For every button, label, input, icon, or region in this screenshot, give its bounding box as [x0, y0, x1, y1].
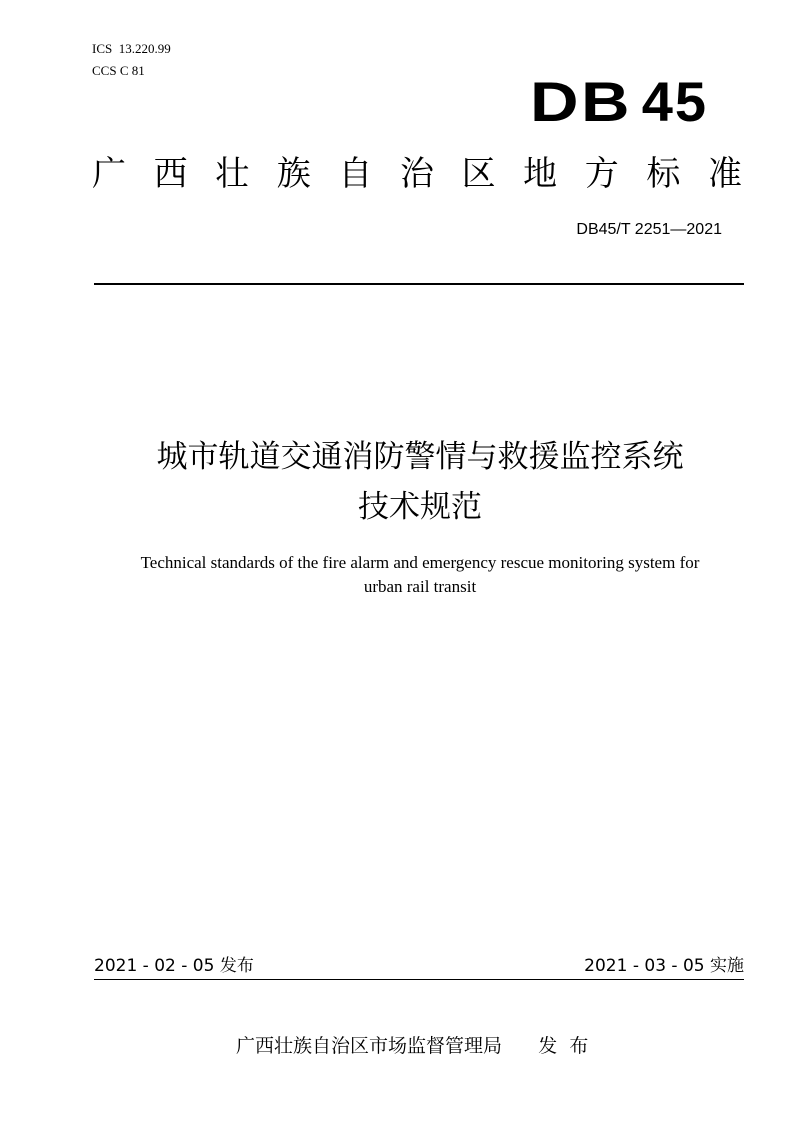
english-title-line-1: Technical standards of the fire alarm and emergency rescue monitoring system for — [140, 553, 700, 572]
implement-date: 2021 - 03 - 05 实施 — [584, 956, 744, 976]
bottom-divider — [94, 979, 744, 980]
heading-char: 族 — [276, 154, 311, 194]
db45-logo — [529, 70, 708, 134]
publisher — [236, 1032, 588, 1060]
heading-char: 广 — [92, 154, 126, 194]
heading-char: 治 — [399, 154, 434, 194]
standard-type-heading — [92, 150, 742, 198]
heading-char: 西 — [153, 154, 188, 194]
ccs-code: CCS C 81 — [92, 63, 145, 78]
classification-codes — [92, 38, 171, 82]
english-title — [100, 551, 740, 599]
standard-number: DB45/T 2251—2021 — [576, 221, 722, 238]
publisher-name: 广西壮族自治区市场监督管理局 — [236, 1035, 503, 1057]
heading-char: 地 — [523, 154, 558, 194]
document-title — [0, 432, 800, 532]
heading-char: 壮 — [215, 154, 250, 194]
heading-char: 自 — [338, 154, 373, 194]
publish-date: 2021 - 02 - 05 发布 — [94, 956, 254, 976]
heading-char: 标 — [646, 154, 681, 194]
heading-char: 准 — [707, 154, 742, 194]
english-title-line-2: urban rail transit — [363, 577, 477, 596]
title-line-1: 城市轨道交通消防警情与救援监控系统 — [156, 439, 684, 475]
heading-char: 方 — [584, 154, 619, 194]
ics-code: ICS 13.220.99 — [92, 41, 171, 56]
title-line-2: 技术规范 — [358, 489, 482, 525]
heading-char: 区 — [461, 154, 496, 194]
logo-number: 45 — [641, 70, 708, 133]
top-divider — [94, 283, 744, 285]
publisher-action: 发 布 — [538, 1035, 589, 1057]
logo-db: DB — [529, 70, 632, 133]
